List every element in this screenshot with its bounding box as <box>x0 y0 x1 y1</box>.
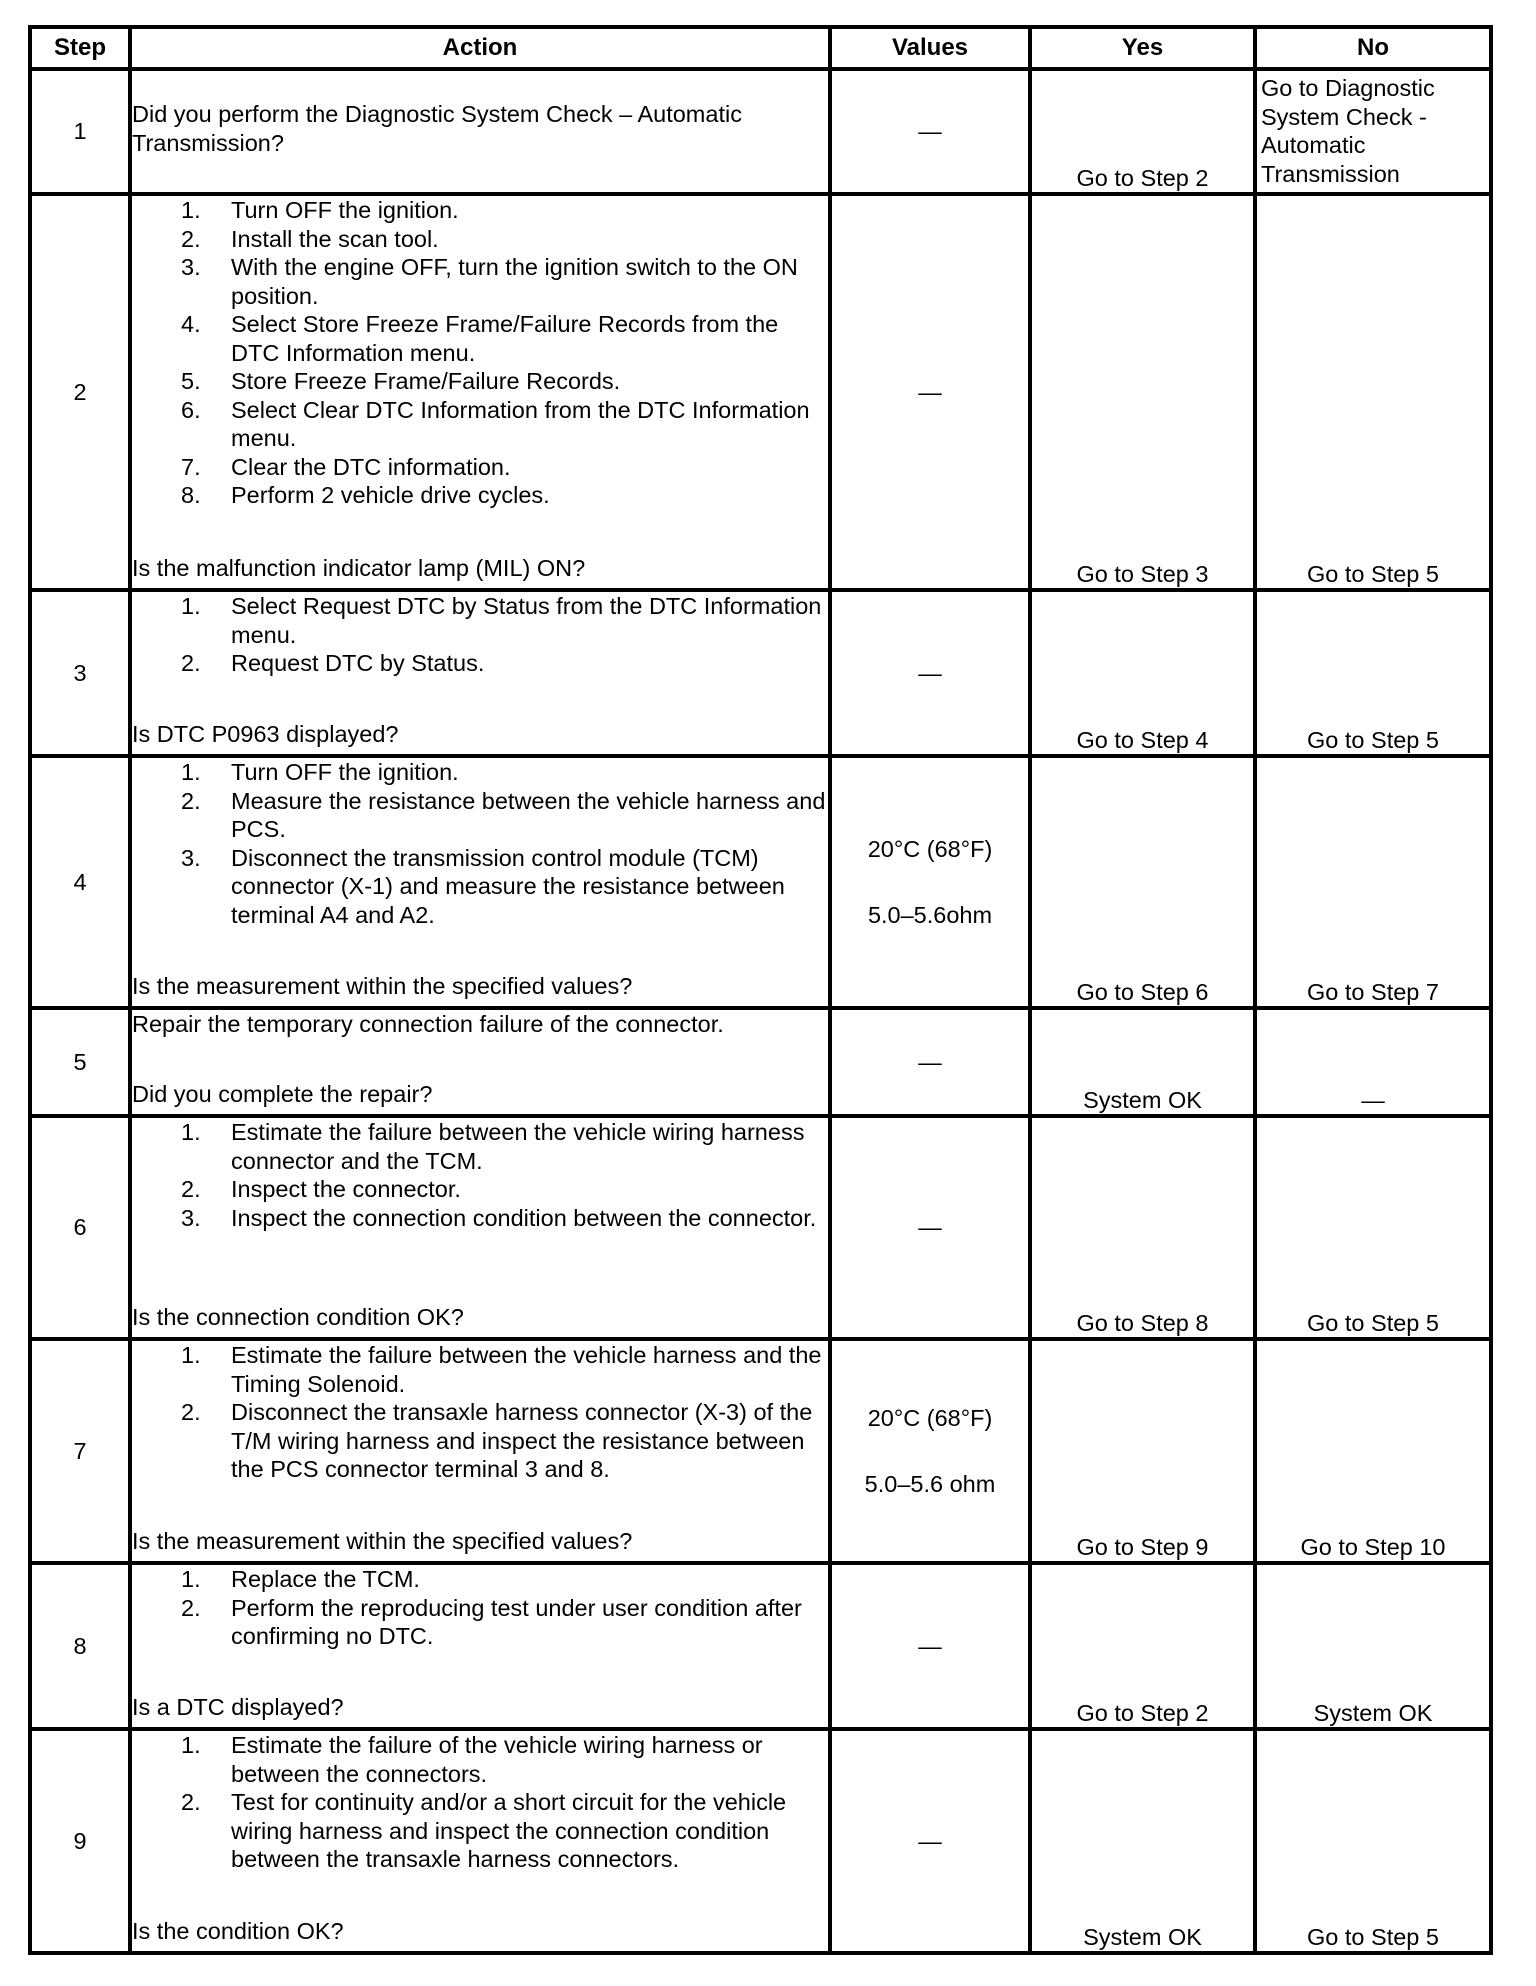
list-item-text: Estimate the failure between the vehicle wiring harness connector and the TCM. <box>231 1119 805 1174</box>
list-item-number: 2. <box>181 1789 201 1815</box>
list-item-number: 2. <box>181 1176 201 1202</box>
header-step: Step <box>30 27 130 69</box>
list-item-text: Inspect the connection condition between the connector. <box>231 1204 817 1231</box>
yes-result: Go to Step 6 <box>1030 756 1255 1008</box>
list-item-number: 3. <box>181 254 201 280</box>
list-item-text: Perform 2 vehicle drive cycles. <box>231 482 550 508</box>
list-item <box>132 1788 828 1874</box>
step-number: 4 <box>30 756 130 1008</box>
list-item <box>132 396 828 453</box>
list-item-text: Store Freeze Frame/Failure Records. <box>231 368 621 394</box>
no-result: — <box>1255 1008 1491 1116</box>
list-item <box>132 787 828 844</box>
action-cell <box>130 1339 830 1563</box>
step-number: 6 <box>30 1116 130 1339</box>
list-item-text: Request DTC by Status. <box>231 650 485 676</box>
list-item-number: 1. <box>181 1732 201 1758</box>
list-item-number: 1. <box>181 593 201 619</box>
value-text: — <box>918 1632 942 1659</box>
no-result: Go to Step 5 <box>1255 194 1491 590</box>
action-steps-list <box>132 1565 828 1651</box>
list-item-number: 7. <box>181 453 201 480</box>
list-item <box>132 758 828 787</box>
value-text: 20°C (68°F) <box>867 835 993 862</box>
header-row <box>30 27 1491 69</box>
list-item-number: 1. <box>181 1566 201 1592</box>
list-item <box>132 310 828 367</box>
list-item-number: 8. <box>181 482 201 508</box>
list-item-text: Clear the DTC information. <box>231 453 511 480</box>
values-cell <box>830 194 1030 590</box>
list-item-text: With the engine OFF, turn the ignition switch to the ON position. <box>231 254 798 309</box>
action-steps-list <box>132 758 828 929</box>
action-cell <box>130 590 830 756</box>
value-text: — <box>918 118 942 145</box>
list-item <box>132 196 828 225</box>
yes-result: Go to Step 4 <box>1030 590 1255 756</box>
list-item-number: 2. <box>181 1594 201 1621</box>
list-item-text: Estimate the failure of the vehicle wiring harness or between the connectors. <box>231 1732 763 1787</box>
list-item-number: 2. <box>181 1399 201 1425</box>
action-question: Is the connection condition OK? <box>132 1303 464 1330</box>
no-result: Go to Step 10 <box>1255 1339 1491 1563</box>
list-item <box>132 253 828 310</box>
action-cell <box>130 1008 830 1116</box>
values-cell <box>830 69 1030 194</box>
action-steps-list <box>132 1731 828 1874</box>
step-number: 3 <box>30 590 130 756</box>
list-item-text: Perform the reproducing test under user condition after confirming no DTC. <box>231 1594 802 1649</box>
step-number: 2 <box>30 194 130 590</box>
step-number: 7 <box>30 1339 130 1563</box>
list-item-number: 2. <box>181 225 201 252</box>
table-row <box>30 69 1491 194</box>
value-text: — <box>918 1827 942 1854</box>
list-item-number: 2. <box>181 787 201 814</box>
value-text: — <box>918 1214 942 1241</box>
list-item <box>132 367 828 396</box>
list-item-text: Install the scan tool. <box>231 225 439 252</box>
list-item <box>132 1594 828 1651</box>
step-number: 1 <box>30 69 130 194</box>
no-result: Go to Diagnostic System Check - Automatic Transmission <box>1255 69 1491 194</box>
values-cell <box>830 590 1030 756</box>
header-action: Action <box>130 27 830 69</box>
action-question: Is the measurement within the specified values? <box>132 972 633 999</box>
list-item-text: Select Request DTC by Status from the DTC Information menu. <box>231 593 822 648</box>
list-item <box>132 1118 828 1175</box>
values-cell <box>830 1339 1030 1563</box>
table-row <box>30 1116 1491 1339</box>
list-item-text: Turn OFF the ignition. <box>231 759 459 785</box>
values-cell <box>830 1563 1030 1729</box>
list-item-number: 1. <box>181 197 201 223</box>
list-item-number: 3. <box>181 844 201 871</box>
action-cell <box>130 756 830 1008</box>
table-row <box>30 1339 1491 1563</box>
list-item-number: 1. <box>181 1119 201 1145</box>
list-item <box>132 844 828 930</box>
action-cell <box>130 194 830 590</box>
yes-result: Go to Step 2 <box>1030 1563 1255 1729</box>
value-text: — <box>918 378 942 405</box>
list-item-number: 4. <box>181 311 201 337</box>
list-item <box>132 453 828 482</box>
list-item-text: Disconnect the transmission control module (TCM) connector (X-1) and measure the resistance between terminal A4 and A2. <box>231 844 785 928</box>
table-row <box>30 590 1491 756</box>
value-text: 5.0–5.6ohm <box>867 902 993 928</box>
yes-result: Go to Step 2 <box>1030 69 1255 194</box>
table-row <box>30 194 1491 590</box>
value-text: — <box>918 659 942 686</box>
list-item-number: 6. <box>181 396 201 423</box>
list-item-number: 5. <box>181 368 201 394</box>
action-cell <box>130 1729 830 1953</box>
list-item-text: Disconnect the transaxle harness connector (X-3) of the T/M wiring harness and inspect the resistance between the PCS connector terminal 3 and 8. <box>231 1399 813 1482</box>
list-item-text: Select Store Freeze Frame/Failure Records from the DTC Information menu. <box>231 311 779 366</box>
action-question: Is the measurement within the specified values? <box>132 1527 633 1554</box>
action-question: Did you complete the repair? <box>132 1080 433 1107</box>
list-item-number: 1. <box>181 759 201 785</box>
no-result: Go to Step 5 <box>1255 1729 1491 1953</box>
diagnostic-table <box>28 25 1493 1955</box>
action-cell <box>130 1563 830 1729</box>
list-item-text: Estimate the failure between the vehicle harness and the Timing Solenoid. <box>231 1342 822 1397</box>
table-row <box>30 1008 1491 1116</box>
values-cell <box>830 756 1030 1008</box>
list-item-text: Measure the resistance between the vehicle harness and PCS. <box>231 787 826 842</box>
table-row <box>30 1729 1491 1953</box>
list-item <box>132 1565 828 1594</box>
table-body <box>30 69 1491 1953</box>
action-question: Is DTC P0963 displayed? <box>132 720 399 747</box>
action-steps-list <box>132 1118 828 1232</box>
no-result: Go to Step 5 <box>1255 590 1491 756</box>
yes-result: System OK <box>1030 1729 1255 1953</box>
action-question: Is the malfunction indicator lamp (MIL) ON? <box>132 554 586 581</box>
list-item-text: Test for continuity and/or a short circuit for the vehicle wiring harness and inspect the connection condition between the transaxle harness connectors. <box>231 1789 787 1872</box>
list-item <box>132 649 828 678</box>
action-intro: Repair the temporary connection failure of the connector. <box>132 1011 724 1037</box>
value-text: — <box>918 1048 942 1075</box>
header-yes: Yes <box>1030 27 1255 69</box>
table-row <box>30 756 1491 1008</box>
action-question: Is the condition OK? <box>132 1917 344 1944</box>
header-values: Values <box>830 27 1030 69</box>
header-no: No <box>1255 27 1491 69</box>
list-item <box>132 592 828 649</box>
list-item-text: Select Clear DTC Information from the DTC Information menu. <box>231 396 810 451</box>
list-item <box>132 1341 828 1398</box>
list-item-number: 1. <box>181 1342 201 1368</box>
value-text: 5.0–5.6 ohm <box>864 1471 996 1497</box>
value-text: 20°C (68°F) <box>867 1404 993 1431</box>
list-item-text: Turn OFF the ignition. <box>231 197 459 223</box>
list-item <box>132 225 828 254</box>
action-steps-list <box>132 592 828 678</box>
action-steps-list <box>132 1341 828 1484</box>
list-item-number: 3. <box>181 1204 201 1231</box>
step-number: 9 <box>30 1729 130 1953</box>
no-result: System OK <box>1255 1563 1491 1729</box>
no-result: Go to Step 5 <box>1255 1116 1491 1339</box>
step-number: 5 <box>30 1008 130 1116</box>
list-item-text: Replace the TCM. <box>231 1566 420 1592</box>
list-item-text: Inspect the connector. <box>231 1176 461 1202</box>
list-item <box>132 1398 828 1484</box>
action-question: Is a DTC displayed? <box>132 1693 344 1720</box>
list-item-number: 2. <box>181 650 201 676</box>
yes-result: Go to Step 3 <box>1030 194 1255 590</box>
action-steps-list <box>132 196 828 510</box>
action-cell <box>130 1116 830 1339</box>
action-question: Did you perform the Diagnostic System Check – Automatic Transmission? <box>132 101 742 156</box>
yes-result: System OK <box>1030 1008 1255 1116</box>
list-item <box>132 1175 828 1204</box>
list-item <box>132 1204 828 1233</box>
action-cell <box>130 69 830 194</box>
list-item <box>132 481 828 510</box>
yes-result: Go to Step 8 <box>1030 1116 1255 1339</box>
yes-result: Go to Step 9 <box>1030 1339 1255 1563</box>
list-item <box>132 1731 828 1788</box>
no-result: Go to Step 7 <box>1255 756 1491 1008</box>
step-number: 8 <box>30 1563 130 1729</box>
table-row <box>30 1563 1491 1729</box>
values-cell <box>830 1729 1030 1953</box>
values-cell <box>830 1116 1030 1339</box>
values-cell <box>830 1008 1030 1116</box>
